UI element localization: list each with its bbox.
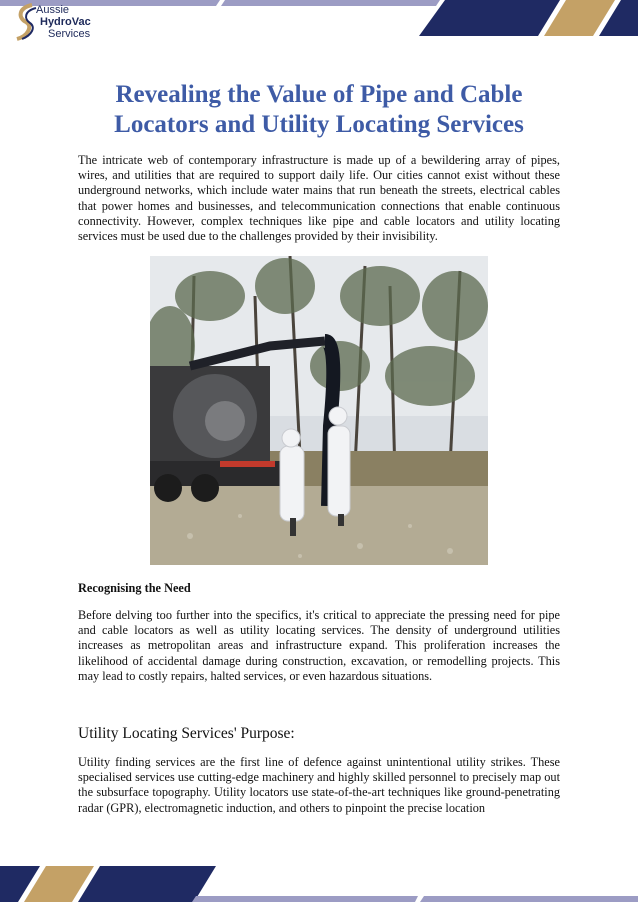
section-heading-purpose: Utility Locating Services' Purpose: xyxy=(78,725,295,742)
title-line-2: Locators and Utility Locating Services xyxy=(114,111,524,138)
section-purpose-paragraph: Utility finding services are the first line of defence against unintentional utility strikes. These specialised services use cutting-edge machinery and highly skilled personnel to precisely map out the subsurface topography. Utility locators use state-of-the-art techniques like ground-penetrating radar (GPR), electromagnetic induction, and others to pinpoint the precise location xyxy=(78,755,560,815)
logo-swoosh-icon xyxy=(14,2,38,42)
section-need-paragraph: Before delving too further into the specifics, it's critical to appreciate the pressing need for pipe and cable locators as well as utility locating services. The density of underground utilities increases as metropolitan areas and infrastructure expand. This proliferation increases the likelihood of accidental damage during construction, excavation, or remodelling projects. This may lead to costly repairs, halted services, or even hazardous situations. xyxy=(78,608,560,683)
logo-line-hydrovac: HydroVac xyxy=(40,16,91,28)
page-title xyxy=(60,80,578,140)
logo-line-services: Services xyxy=(48,28,91,40)
logo-line-aussie: Aussie xyxy=(36,4,70,16)
footer-stripes xyxy=(0,866,638,902)
section-heading-need: Recognising the Need xyxy=(78,581,191,595)
intro-paragraph: The intricate web of contemporary infrastructure is made up of a bewildering array of pipes, wires, and utilities that are required to support daily life. Our cities cannot exist without these underground networks, which include water mains that run beneath the streets, electrical cables that power homes and businesses, and telecommunication connections that enable continuous connectivity. However, complex techniques like pipe and cable locators and utility locating services must be used due to the challenges provided by their invisibility. xyxy=(78,153,560,244)
hydrovac-truck-photo xyxy=(150,256,488,565)
company-logo xyxy=(14,2,124,42)
title-line-1: Revealing the Value of Pipe and Cable xyxy=(115,81,523,108)
